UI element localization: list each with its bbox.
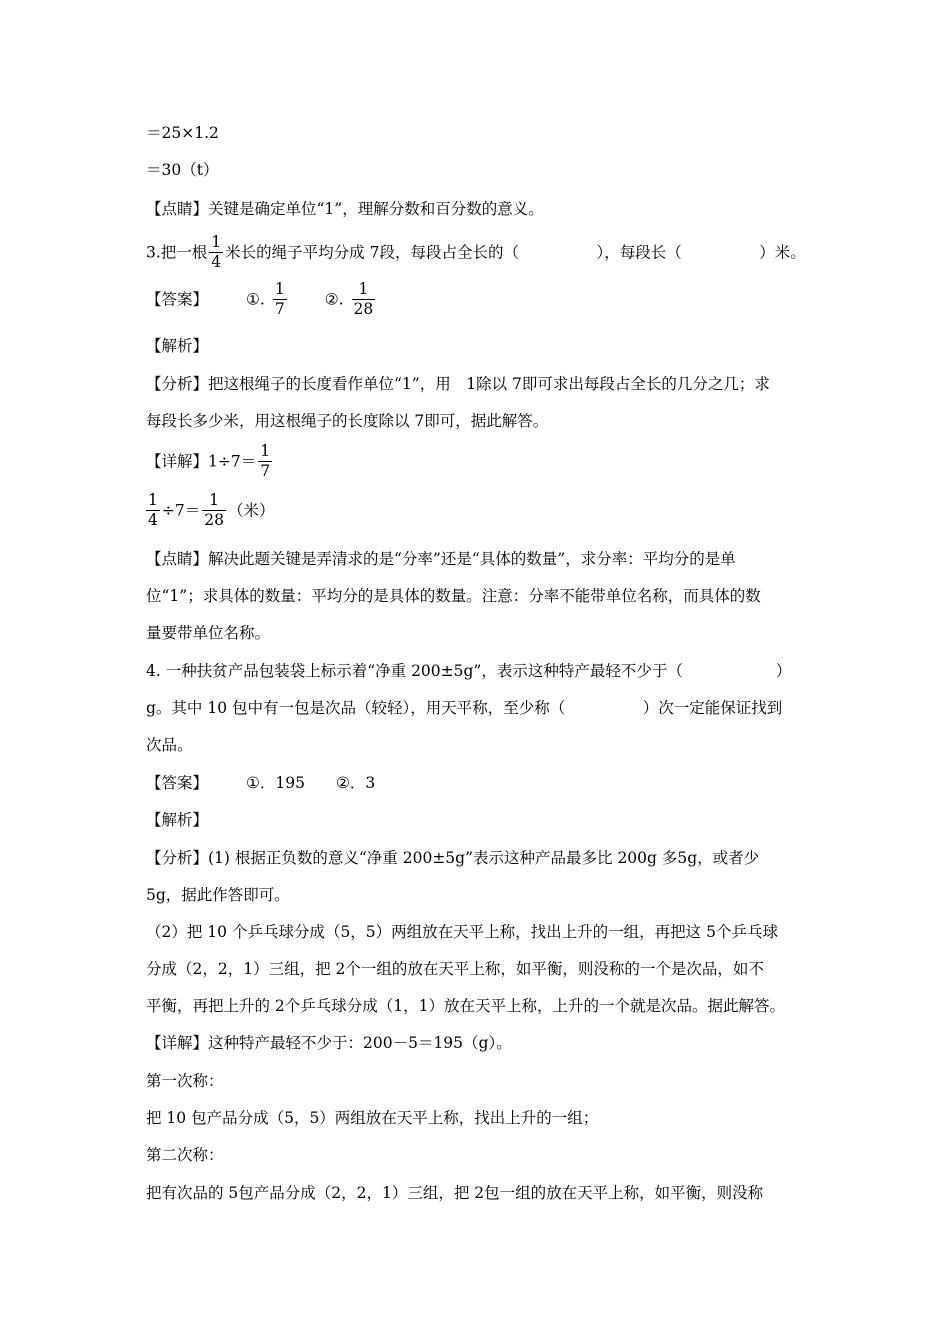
- calc-line-1: ＝25×1.2: [146, 124, 219, 142]
- question-4-a: 4. 一种扶贫产品包装袋上标示着“净重 200±5g”，表示这种特产最轻不少于（ ）: [146, 662, 792, 680]
- step-1-text: 把 10 包产品分成（5，5）两组放在天平上称，找出上升的一组；: [146, 1109, 599, 1127]
- question-4-b: g。其中 10 包中有一包是次品（较轻），用天平称，至少称（ ）次一定能保证找到: [146, 699, 783, 717]
- fenxi-3-b: 每段长多少米，用这根绳子的长度除以 7即可，据此解答。: [146, 412, 549, 430]
- frac-num: 1: [209, 491, 220, 509]
- question-4-c: 次品。: [146, 736, 193, 754]
- step-1-title: 第一次称：: [146, 1072, 224, 1090]
- frac-num: 1: [148, 491, 158, 509]
- frac-num: 1: [274, 280, 285, 298]
- xiangjie-3-fraction-left: [146, 491, 160, 530]
- step-2-title: 第二次称：: [146, 1146, 224, 1164]
- answer-4: [146, 772, 375, 794]
- frac-den: 4: [211, 253, 222, 271]
- frac-den: 7: [274, 300, 285, 318]
- calc-line-2: ＝30（t）: [146, 161, 219, 179]
- xiangjie-3-line-2: [146, 491, 274, 530]
- q3-fraction: [209, 233, 223, 272]
- q3-text-pre: 3.把一根: [146, 243, 208, 262]
- answer-3-marker-2: ②.: [324, 290, 344, 309]
- answer-4-values: ①．195 ②．3: [246, 774, 376, 792]
- dianjing-3-a: 【点睛】解决此题关键是弄清求的是“分率”还是“具体的数量”，求分率：平均分的是单: [146, 550, 736, 568]
- fenxi-4-c: （2）把 10 个乒乓球分成（5，5）两组放在天平上称，找出上升的一组，再把这 5个乒乓球: [146, 923, 778, 941]
- xiangjie-3-text: 【详解】1÷7＝: [146, 452, 257, 471]
- xiangjie-3-unit: （米）: [227, 501, 275, 520]
- jiexi-4: 【解析】: [146, 811, 209, 829]
- frac-num: 1: [211, 233, 222, 251]
- frac-den: 28: [353, 300, 374, 318]
- fenxi-4-a: 【分析】(1) 根据正负数的意义“净重 200±5g”表示这种产品最多比 200g 多5g，或者少: [146, 849, 760, 867]
- xiangjie-3-line-1: [146, 442, 274, 481]
- jiexi-3: 【解析】: [146, 337, 209, 355]
- dianjing-3-c: 量要带单位名称。: [146, 624, 271, 642]
- xiangjie-3-fraction: [258, 442, 272, 481]
- frac-num: 1: [260, 442, 271, 460]
- fenxi-4-d: 分成（2，2，1）三组，把 2个一组的放在天平上称，如平衡，则没称的一个是次品，如不: [146, 960, 764, 978]
- fenxi-3-a: 【分析】把这根绳子的长度看作单位“1”，用 1除以 7即可求出每段占全长的几分之几；求: [146, 375, 770, 393]
- answer-3: [146, 280, 377, 319]
- question-3: [146, 233, 806, 272]
- dianjing-3-b: 位“1”；求具体的数量：平均分的是具体的数量。注意：分率不能带单位名称，而具体的数: [146, 587, 761, 605]
- step-2-text: 把有次品的 5包产品分成（2，2，1）三组，把 2包一组的放在天平上称，如平衡，则没称: [146, 1184, 764, 1202]
- dianjing-2: 【点睛】关键是确定单位“1”，理解分数和百分数的意义。: [146, 200, 544, 218]
- answer-label: 【答案】: [146, 290, 209, 309]
- xiangjie-3-fraction-right: [202, 491, 226, 530]
- fenxi-4-e: 平衡，再把上升的 2个乒乓球分成（1，1）放在天平上称，上升的一个就是次品。据此解答。: [146, 997, 786, 1015]
- xiangjie-3-op: ÷7＝: [161, 501, 201, 520]
- frac-den: 7: [260, 462, 271, 480]
- answer-3-fraction-1: [273, 280, 287, 319]
- xiangjie-4: 【详解】这种特产最轻不少于：200－5＝195（g）。: [146, 1034, 512, 1052]
- q3-text-post: 米长的绳子平均分成 7段，每段占全长的（ ），每段长（ ）米。: [225, 243, 806, 262]
- answer-3-marker-1: ①.: [246, 290, 265, 309]
- fenxi-4-b: 5g，据此作答即可。: [146, 886, 290, 904]
- answer-label: 【答案】: [146, 774, 209, 792]
- frac-num: 1: [358, 280, 369, 298]
- frac-den: 28: [204, 511, 224, 529]
- answer-3-fraction-2: [352, 280, 376, 319]
- frac-den: 4: [148, 511, 158, 529]
